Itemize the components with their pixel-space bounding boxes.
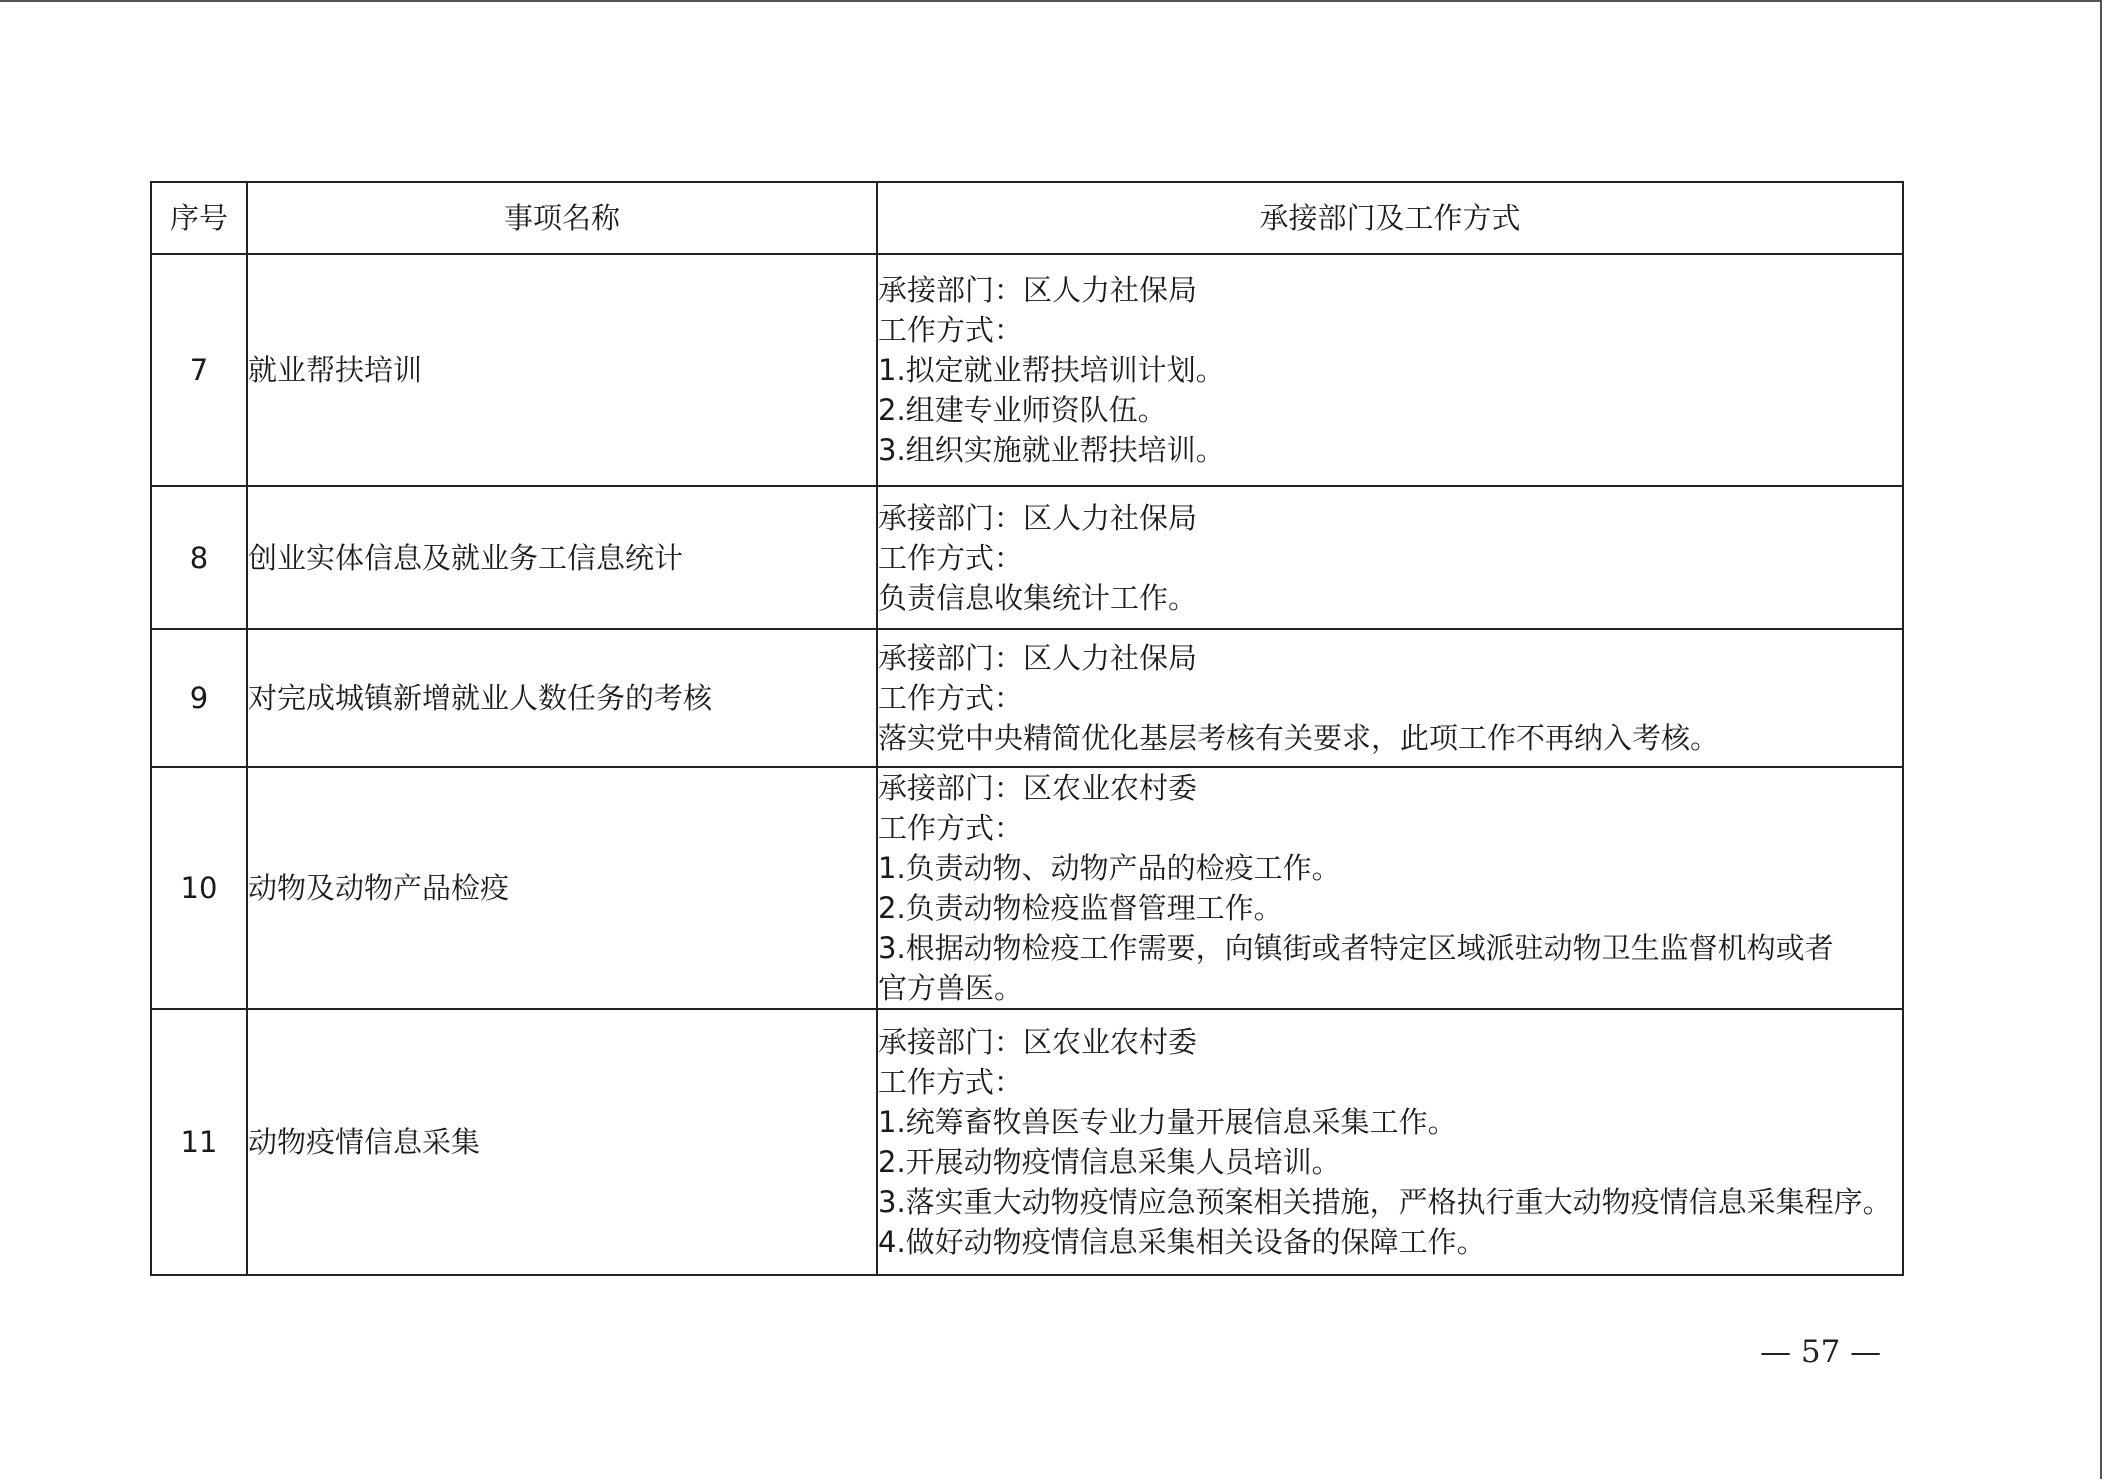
- row-item-name: 动物及动物产品检疫: [247, 767, 877, 1009]
- method-line: 3.落实重大动物疫情应急预案相关措施，严格执行重大动物疫情信息采集程序。: [878, 1185, 1892, 1219]
- method-line: 承接部门：区农业农村委: [878, 1025, 1198, 1059]
- row-item-name: 创业实体信息及就业务工信息统计: [247, 486, 877, 629]
- method-line: 1.负责动物、动物产品的检疫工作。: [878, 851, 1341, 885]
- method-line: 工作方式：: [878, 540, 1024, 575]
- method-line: 工作方式：: [878, 313, 1024, 347]
- method-line: 3.组织实施就业帮扶培训。: [878, 433, 1225, 467]
- method-line: 工作方式：: [878, 681, 1024, 715]
- table-row: [151, 767, 1903, 1009]
- table-header-row: [151, 182, 1903, 254]
- method-line: 负责信息收集统计工作。: [878, 580, 1198, 615]
- row-department-method: [877, 1009, 1903, 1275]
- row-item-name: 对完成城镇新增就业人数任务的考核: [247, 629, 877, 767]
- row-department-method: [877, 486, 1903, 629]
- table-row: [151, 486, 1903, 629]
- method-line: 落实党中央精简优化基层考核有关要求，此项工作不再纳入考核。: [878, 721, 1720, 755]
- header-department-method: 承接部门及工作方式: [877, 182, 1903, 254]
- method-line: 工作方式：: [878, 811, 1024, 845]
- method-line: 工作方式：: [878, 1065, 1024, 1099]
- method-line: 承接部门：区农业农村委: [878, 771, 1198, 805]
- row-serial-number: 8: [151, 486, 247, 629]
- method-line: 1.统筹畜牧兽医专业力量开展信息采集工作。: [878, 1105, 1457, 1139]
- row-serial-number: 11: [151, 1009, 247, 1275]
- row-serial-number: 9: [151, 629, 247, 767]
- row-serial-number: 10: [151, 767, 247, 1009]
- header-item-name: 事项名称: [247, 182, 877, 254]
- row-item-name: 动物疫情信息采集: [247, 1009, 877, 1275]
- header-serial-number: 序号: [151, 182, 247, 254]
- row-department-method: [877, 767, 1903, 1009]
- table-row: [151, 1009, 1903, 1275]
- method-line: 3.根据动物检疫工作需要，向镇街或者特定区域派驻动物卫生监督机构或者: [878, 931, 1834, 965]
- table-row: [151, 254, 1903, 486]
- method-line: 承接部门：区人力社保局: [878, 641, 1198, 675]
- method-line: 承接部门：区人力社保局: [878, 500, 1198, 535]
- items-table: [150, 181, 1904, 1276]
- method-line: 2.负责动物检疫监督管理工作。: [878, 891, 1283, 925]
- method-line: 承接部门：区人力社保局: [878, 273, 1198, 307]
- row-item-name: 就业帮扶培训: [247, 254, 877, 486]
- row-serial-number: 7: [151, 254, 247, 486]
- method-line: 2.开展动物疫情信息采集人员培训。: [878, 1145, 1341, 1179]
- method-line: 官方兽医。: [878, 971, 1024, 1005]
- page-number: — 57 —: [1760, 1334, 1882, 1370]
- row-department-method: [877, 629, 1903, 767]
- method-line: 2.组建专业师资队伍。: [878, 393, 1167, 427]
- table-row: [151, 629, 1903, 767]
- row-department-method: [877, 254, 1903, 486]
- method-line: 4.做好动物疫情信息采集相关设备的保障工作。: [878, 1225, 1486, 1259]
- method-line: 1.拟定就业帮扶培训计划。: [878, 353, 1225, 387]
